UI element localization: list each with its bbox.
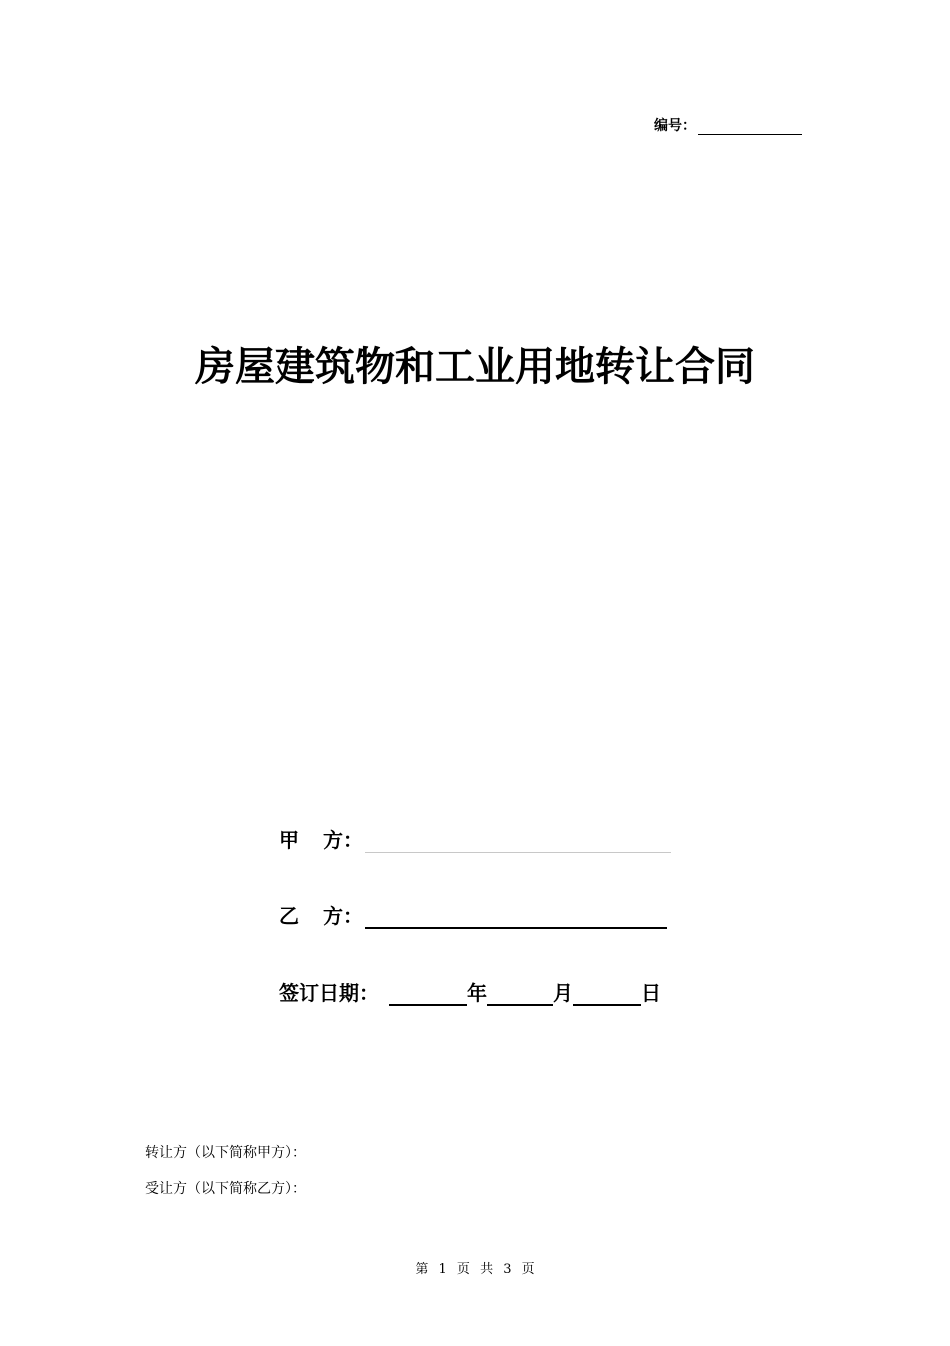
party-b-label-char1: 乙 — [279, 904, 299, 928]
serial-number-blank — [698, 117, 802, 135]
footer-page-prefix: 第 — [415, 1262, 429, 1277]
year-blank — [389, 982, 467, 1006]
sign-date-row — [279, 977, 661, 1006]
month-blank — [487, 982, 553, 1006]
year-label: 年 — [467, 981, 487, 1005]
party-a-label-char1: 甲 — [279, 828, 299, 852]
transferee-line: 受让方（以下简称乙方）： — [145, 1181, 306, 1197]
party-a-blank — [365, 830, 671, 853]
serial-number-field — [654, 115, 802, 135]
party-a-row — [279, 824, 671, 853]
footer-page-word: 页 — [456, 1262, 470, 1277]
page-footer — [0, 1258, 950, 1277]
day-blank — [573, 982, 641, 1006]
day-label: 日 — [641, 981, 661, 1005]
footer-total-word: 页 — [521, 1262, 535, 1277]
serial-number-label: 编号： — [654, 118, 696, 134]
document-title: 房屋建筑物和工业用地转让合同 — [195, 343, 755, 390]
party-b-label-char2: 方： — [323, 904, 363, 928]
sign-date-label: 签订日期： — [279, 981, 379, 1005]
footer-page-current: 1 — [438, 1262, 447, 1277]
footer-total-prefix: 共 — [480, 1262, 494, 1277]
party-b-blank — [365, 905, 667, 929]
party-a-label-char2: 方： — [323, 828, 363, 852]
footer-page-total: 3 — [503, 1262, 512, 1277]
month-label: 月 — [553, 981, 573, 1005]
party-b-row — [279, 900, 667, 929]
transferor-line: 转让方（以下简称甲方）： — [145, 1145, 306, 1161]
